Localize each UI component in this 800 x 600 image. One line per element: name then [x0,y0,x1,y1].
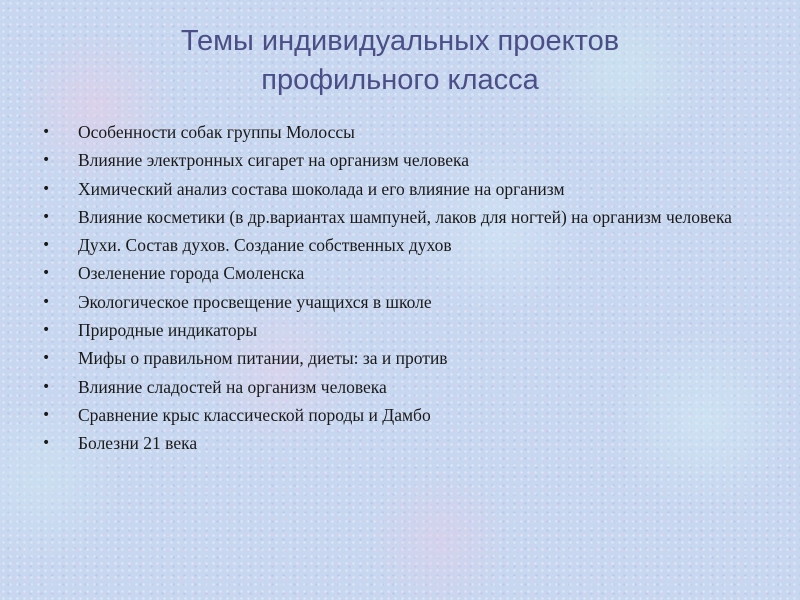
title-line-2: профильного класса [261,64,539,96]
bullet-icon: • [42,180,51,197]
bullet-icon: • [42,152,51,169]
list-item-text: Особенности собак группы Молоссы [78,122,355,142]
bullet-icon: • [42,237,51,254]
list-item [42,319,762,341]
list-item [42,234,762,256]
bullet-icon: • [42,265,51,282]
list-item [42,432,762,454]
list-item [42,149,762,171]
slide-title [0,22,800,100]
title-line-1: Темы индивидуальных проектов [180,25,620,57]
list-item-text: Озеленение города Смоленска [78,263,305,284]
bullet-icon: • [42,124,51,140]
list-item-text: Влияние электронных сигарет на организм человека [78,150,470,171]
list-item [42,376,762,398]
bullet-icon: • [42,406,51,423]
project-topics-list [42,121,762,461]
list-item [42,121,762,143]
list-item-text: Природные индикаторы [78,320,258,341]
list-item-text: Духи. Состав духов. Создание собственных духов [78,235,452,256]
list-item-text: Сравнение крыс классической породы и Дамбо [78,404,431,425]
bullet-icon: • [42,435,51,452]
list-item-text: Болезни 21 века [78,433,198,454]
list-item [42,262,762,284]
list-item [42,291,762,313]
list-item-text: Влияние косметики (в др.вариантах шампуней, лаков для ногтей) на организм человека [78,206,732,227]
list-item-text: Химический анализ состава шоколада и его влияние на организм [78,178,565,199]
list-item-text: Мифы о правильном питании, диеты: за и против [78,348,448,369]
bullet-icon: • [42,322,51,339]
list-item [42,178,762,200]
bullet-icon: • [42,293,51,310]
list-item [42,206,762,228]
list-item [42,347,762,369]
list-item-text: Влияние сладостей на организм человека [78,376,387,397]
list-item-text: Экологическое просвещение учащихся в школе [78,291,432,312]
bullet-icon: • [42,208,51,225]
bullet-icon: • [42,378,51,395]
bullet-icon: • [42,350,51,367]
list-item [42,404,762,426]
